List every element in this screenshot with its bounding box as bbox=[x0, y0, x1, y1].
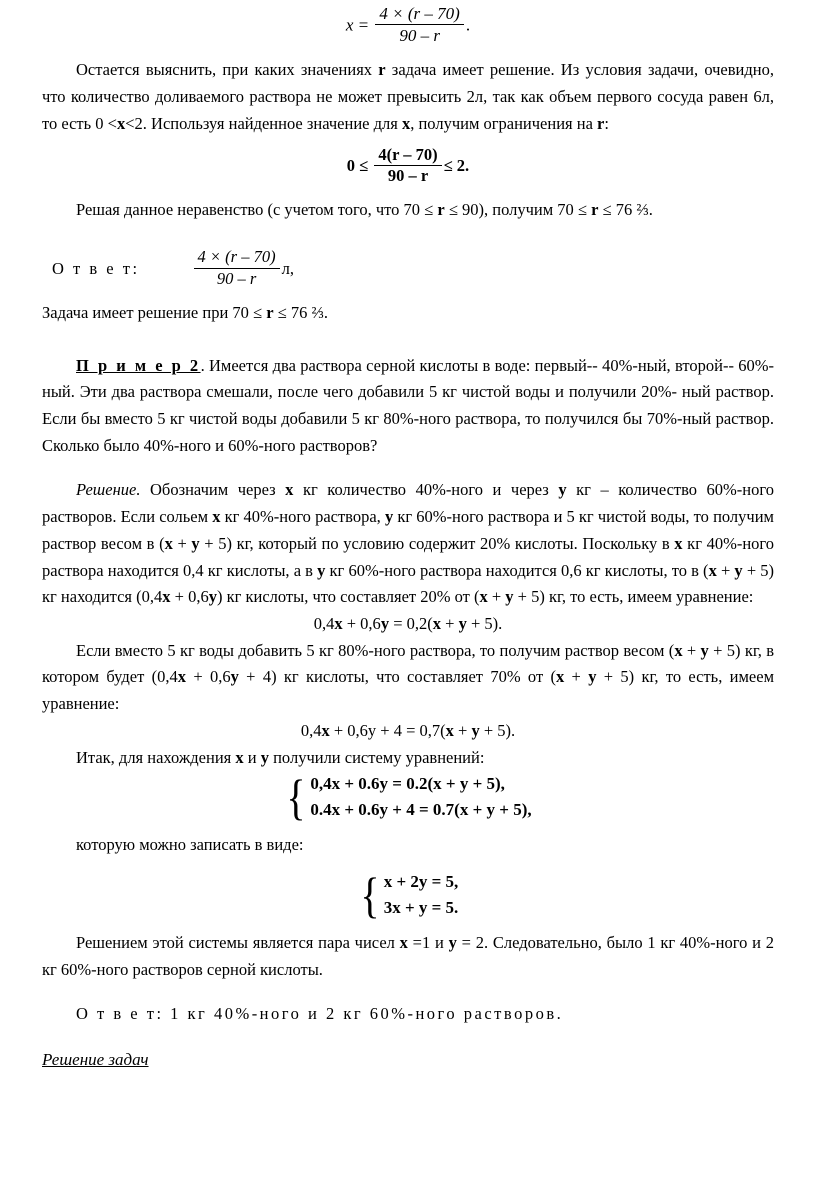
system-group bbox=[284, 768, 532, 825]
var-x: x bbox=[177, 667, 187, 687]
text-run: = 2. Следовательно, было 1 кг 40%-ного и 2 кг 60%-ного растворов серной кислоты. bbox=[42, 933, 774, 979]
fraction bbox=[374, 146, 441, 186]
text-run: = 0,2( bbox=[389, 614, 433, 633]
var-x: x bbox=[162, 587, 171, 607]
fraction bbox=[375, 4, 463, 45]
answer-line-2 bbox=[42, 1001, 774, 1028]
text-run: 0,4 bbox=[300, 720, 322, 740]
paragraph-constraints bbox=[42, 57, 774, 137]
document-body bbox=[42, 0, 774, 1074]
answer-line-1 bbox=[42, 247, 774, 290]
var-y: y bbox=[734, 560, 743, 580]
answer-text: О т в е т: 1 кг 40%-ного и 2 кг 60%-ного растворов. bbox=[76, 1004, 564, 1024]
equation-1 bbox=[42, 611, 774, 638]
text-run: и bbox=[243, 747, 261, 767]
spacer bbox=[42, 859, 774, 869]
numerator-text: 4(r – 70) bbox=[378, 144, 438, 164]
text-run: ≤ 76 ⅔. bbox=[598, 200, 653, 220]
spacer bbox=[42, 290, 774, 300]
formula-lhs: x = bbox=[345, 15, 370, 35]
var-x: x bbox=[674, 640, 683, 660]
var-y: y bbox=[700, 640, 709, 660]
text-run: Обозначим через bbox=[140, 480, 286, 500]
var-x: x bbox=[432, 614, 441, 633]
text-run: + bbox=[441, 614, 459, 633]
var-y: y bbox=[384, 507, 394, 527]
denominator-text: 90 – r bbox=[387, 166, 429, 186]
spacer bbox=[42, 187, 774, 197]
system-row: 3x + y = 5. bbox=[383, 897, 459, 917]
paragraph-rewrite: которую можно записать в виде: bbox=[76, 835, 304, 855]
text-run: + bbox=[453, 720, 472, 740]
spacer bbox=[42, 920, 774, 930]
system-row: 0.4x + 0.6y + 4 = 0.7(x + y + 5), bbox=[310, 799, 532, 819]
text-run: + 0,6 bbox=[170, 587, 209, 607]
left-brace-icon: { bbox=[360, 866, 380, 923]
text-run: + 0,6 bbox=[342, 614, 381, 633]
var-r: r bbox=[378, 60, 386, 80]
paragraph-system-intro bbox=[42, 745, 774, 772]
text-run: + 0,6 bbox=[186, 667, 231, 687]
var-y: y bbox=[260, 747, 269, 767]
var-x: x bbox=[285, 480, 294, 500]
paragraph-conclusion bbox=[42, 930, 774, 983]
var-y: y bbox=[505, 587, 514, 607]
text-run: ≤ 90), получим 70 ≤ bbox=[444, 200, 592, 220]
var-y: y bbox=[380, 614, 390, 633]
spacer bbox=[42, 983, 774, 1001]
spacer bbox=[42, 47, 774, 57]
spacer bbox=[42, 327, 774, 353]
fraction-numerator bbox=[374, 146, 441, 166]
var-r: r bbox=[591, 200, 599, 220]
example-body-text: . Имеется два раствора серной кислоты в воде: первый-- 40%-ный, второй-- 60%-ный. Эти два раствора смешали, после чего добавили 5 кг чистой воды и получили 20%- ный раствор. Если бы вместо 5 кг чистой воды добавили 5 кг 80%-ного раствора, то получился бы 70%-ный раствор. Сколько было 40%-ного и 60%-ного растворов? bbox=[42, 355, 774, 455]
text-run: <2. Используя найденное значение для bbox=[125, 113, 402, 133]
answer-label: О т в е т: bbox=[52, 259, 140, 279]
text-run: + bbox=[564, 667, 589, 687]
text-run: 0,4 bbox=[313, 614, 335, 633]
var-r: r bbox=[266, 302, 274, 322]
paragraph-solving-inequality bbox=[42, 197, 774, 224]
var-x: x bbox=[334, 614, 343, 633]
example-heading: П р и м е р 2 bbox=[76, 355, 201, 375]
left-brace-icon: { bbox=[286, 768, 306, 825]
var-x: x bbox=[321, 720, 330, 740]
text-run: , получим ограничения на bbox=[410, 113, 598, 133]
text-run: + bbox=[716, 560, 735, 580]
var-x: x bbox=[164, 533, 173, 553]
inequality-rhs: ≤ 2. bbox=[443, 155, 470, 175]
paragraph-example-2 bbox=[42, 353, 774, 460]
var-y: y bbox=[558, 480, 567, 500]
var-y: y bbox=[191, 533, 200, 553]
var-r: r bbox=[597, 113, 605, 133]
text-run: кг 60%-ного раствора и 5 кг чистой воды, то получим раствор весом в ( bbox=[42, 507, 774, 553]
text-run: : bbox=[604, 113, 609, 133]
var-y: y bbox=[471, 720, 480, 740]
text-run: Задача имеет решение при 70 ≤ bbox=[42, 302, 267, 322]
solution-heading: Решение. bbox=[76, 480, 141, 500]
system-of-equations-2 bbox=[42, 866, 774, 923]
fraction-denominator bbox=[374, 166, 441, 185]
spacer bbox=[42, 822, 774, 832]
text-run: + bbox=[487, 587, 506, 607]
var-y: y bbox=[230, 667, 239, 687]
formula-x-equals-fraction bbox=[42, 0, 774, 47]
text-run: ≤ 76 ⅔. bbox=[273, 302, 328, 322]
text-run: кг количество 40%-ного и через bbox=[293, 480, 559, 500]
text-run: + 5) кг, который по условию содержит 20% кислоты. Поскольку в bbox=[199, 533, 675, 553]
equation-2 bbox=[42, 718, 774, 745]
section-heading-wrap bbox=[42, 1046, 774, 1074]
fraction-denominator: 90 – r bbox=[399, 26, 440, 46]
inequality-lhs: 0 ≤ bbox=[346, 155, 369, 175]
text-run: задача имеет решение. Из условия задачи, очевидно, что количество доливаемого раствора не может превысить 2л, так как объем первого сосуда равен 6л, то есть 0 < bbox=[42, 60, 774, 133]
section-title: Решение задач bbox=[42, 1050, 149, 1070]
system-of-equations-1 bbox=[42, 768, 774, 825]
var-y: y bbox=[448, 933, 457, 953]
system-rows bbox=[310, 771, 531, 822]
paragraph-solution-range bbox=[42, 300, 774, 327]
var-x: x bbox=[674, 533, 683, 553]
text-run: кг 60%-ного раствора находится 0,6 кг кислоты, то в ( bbox=[325, 560, 709, 580]
text-run: + 5) кг, то есть, имеем уравнение: bbox=[42, 667, 775, 714]
text-run: Если вместо 5 кг воды добавить 5 кг 80%-ного раствора, то получим раствор весом ( bbox=[76, 640, 675, 660]
fraction-denominator: 90 – r bbox=[216, 268, 257, 288]
system-group bbox=[358, 866, 459, 923]
var-x: x bbox=[445, 720, 454, 740]
text-run: Итак, для нахождения bbox=[76, 747, 236, 767]
spacer bbox=[42, 459, 774, 477]
spacer bbox=[42, 1028, 774, 1046]
var-y: y bbox=[208, 587, 217, 607]
paragraph-solution-setup bbox=[42, 477, 774, 611]
system-row: x + 2y = 5, bbox=[383, 872, 459, 892]
var-x: x bbox=[708, 560, 717, 580]
var-y: y bbox=[458, 614, 467, 633]
text-run: Решая данное неравенство (с учетом того, что 70 ≤ bbox=[76, 200, 438, 220]
text-run: + bbox=[682, 640, 701, 660]
text-run: + 5) кг, в котором будет (0,4 bbox=[42, 640, 774, 687]
text-run: Остается выяснить, при каких значениях bbox=[76, 60, 379, 80]
text-run: + 5) кг, то есть, имеем уравнение: bbox=[513, 587, 754, 607]
text-run: =1 и bbox=[407, 933, 449, 953]
var-y: y bbox=[317, 560, 326, 580]
text-run: получили систему уравнений: bbox=[268, 747, 485, 767]
spacer bbox=[42, 224, 774, 250]
fraction bbox=[194, 248, 280, 288]
system-rows bbox=[384, 869, 459, 920]
text-run: + 5). bbox=[466, 614, 503, 633]
text-run: кг 40%-ного раствора, bbox=[220, 507, 385, 527]
text-run: + bbox=[172, 533, 192, 553]
var-x: x bbox=[399, 933, 408, 953]
system-row: 0,4x + 0.6y = 0.2(x + y + 5), bbox=[310, 774, 505, 794]
text-run: ) кг кислоты, что составляет 20% от ( bbox=[216, 587, 480, 607]
var-x: x bbox=[235, 747, 244, 767]
formula-trailing-period: . bbox=[465, 15, 471, 35]
var-y: y bbox=[588, 667, 597, 687]
paragraph-second-equation-setup bbox=[42, 638, 774, 718]
fraction-numerator: 4 × (r – 70) bbox=[375, 4, 463, 25]
var-x: x bbox=[479, 587, 488, 607]
fraction-numerator: 4 × (r – 70) bbox=[194, 248, 280, 268]
text-run: кг – количество 60%-ного растворов. Если сольем bbox=[42, 480, 774, 527]
text-run: Решением этой системы является пара чисел bbox=[76, 933, 400, 953]
text-run: + 5) кг находится (0,4 bbox=[42, 560, 775, 607]
text-run: + 5). bbox=[479, 720, 516, 740]
var-x: x bbox=[212, 507, 221, 527]
var-x: x bbox=[401, 113, 411, 133]
var-x: x bbox=[555, 667, 565, 687]
text-run: кг 40%-ного раствора находится 0,4 кг кислоты, а в bbox=[42, 533, 775, 580]
var-x: x bbox=[116, 113, 126, 133]
text-run: + 0,6y + 4 = 0,7( bbox=[329, 720, 446, 740]
text-run: + 4) кг кислоты, что составляет 70% от ( bbox=[238, 667, 556, 687]
answer-unit: л, bbox=[281, 259, 294, 279]
var-r: r bbox=[437, 200, 445, 220]
formula-inequality-bounds bbox=[42, 144, 774, 187]
